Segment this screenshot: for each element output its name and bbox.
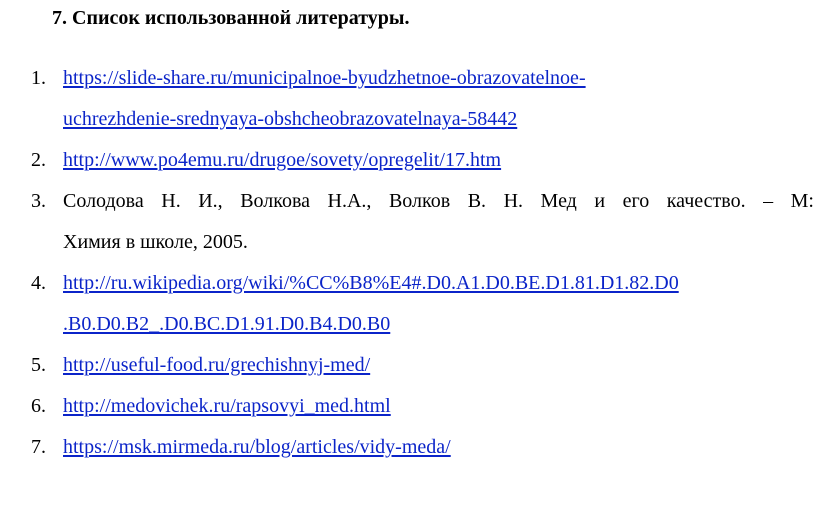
reference-number: 3. [31, 190, 46, 212]
reference-number: 2. [31, 149, 46, 171]
reference-link-5[interactable] [63, 345, 814, 386]
reference-link-line: http://medovichek.ru/rapsovyi_med.html [63, 395, 391, 417]
reference-link-7[interactable] [63, 427, 814, 468]
reference-list [0, 58, 816, 468]
reference-item-2 [0, 140, 816, 181]
reference-number: 5. [31, 354, 46, 376]
reference-link-line: http://www.po4emu.ru/drugoe/sovety/opregelit/17.htm [63, 149, 502, 171]
reference-item-7 [0, 427, 816, 468]
reference-number: 6. [31, 395, 46, 417]
reference-link-line: http://useful-food.ru/grechishnyj-med/ [63, 354, 371, 376]
reference-link-line: uchrezhdenie-srednyaya-obshcheobrazovatelnaya-58442 [63, 108, 518, 130]
reference-citation-line: Химия в школе, 2005. [63, 231, 248, 253]
reference-item-3 [0, 181, 816, 263]
reference-item-6 [0, 386, 816, 427]
reference-citation-line: Солодова Н. И., Волкова Н.А., Волков В. Н. Мед и его качество. – М: [63, 190, 814, 212]
reference-citation-3 [63, 181, 814, 263]
reference-link-line: http://ru.wikipedia.org/wiki/%CC%B8%E4#.D0.A1.D0.BE.D1.81.D1.82.D0 [63, 272, 679, 294]
reference-link-line: https://msk.mirmeda.ru/blog/articles/vidy-meda/ [63, 436, 451, 458]
reference-link-4[interactable] [63, 263, 814, 345]
page-title: 7. Список использованной литературы. [52, 7, 410, 29]
reference-number: 1. [31, 67, 46, 89]
reference-link-6[interactable] [63, 386, 814, 427]
reference-item-5 [0, 345, 816, 386]
reference-item-4 [0, 263, 816, 345]
reference-number: 4. [31, 272, 46, 294]
reference-link-line: .B0.D0.B2_.D0.BC.D1.91.D0.B4.D0.B0 [63, 313, 391, 335]
reference-item-1 [0, 58, 816, 140]
reference-link-line: https://slide-share.ru/municipalnoe-byudzhetnoe-obrazovatelnoe- [63, 67, 586, 89]
reference-link-1[interactable] [63, 58, 814, 140]
reference-link-2[interactable] [63, 140, 814, 181]
reference-number: 7. [31, 436, 46, 458]
